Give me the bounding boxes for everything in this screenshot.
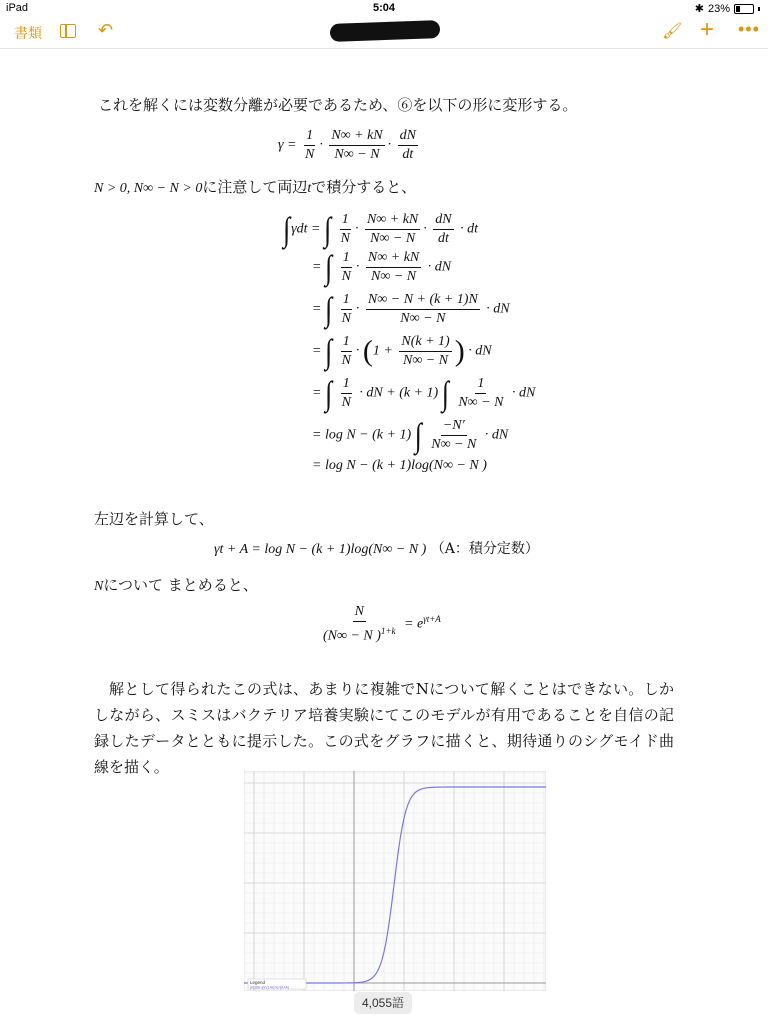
word-count-badge[interactable]: 4,055語 xyxy=(354,992,412,1014)
document-page[interactable] xyxy=(0,48,768,1024)
sidebar-icon[interactable] xyxy=(60,24,76,38)
derivation-line-3: = ∫ $\frac{1}{N}$ · $\frac{N\infty - N + (k + 1)N}{N\infty - N}$ · dN xyxy=(312,290,510,328)
derivation-line-4: = ∫ $\frac{1}{N}$ · (1 + $\frac{N(k + 1)}{N\infty - N}$ ) · dN xyxy=(312,332,492,370)
battery-percent: 23% xyxy=(707,2,730,15)
more-icon[interactable]: ••• xyxy=(738,19,760,39)
equation-sigmoid: $\frac{N}{(N\infty - N )^{1+k}}$ = $e^{\gamma t+A}$ xyxy=(323,604,441,644)
eq1-frac1: $\frac{1}{N}$ xyxy=(304,128,315,162)
eq1-lhs: γ = xyxy=(278,137,297,153)
equation-gamma: γ = $\frac{1}{N}$ · $\frac{N\infty + kN}{N\infty - N}$ · $\frac{dN}{dt}$ xyxy=(278,128,416,162)
conclusion-paragraph: 解として得られたこの式は、あまりに複雑でNについて解くことはできない。しかしながら、スミスはバクテリア培養実験にてこのモデルが有用であることを自信の記録したデータとともに提示した。この式をグラフに描くと、期待通りのシグモイド曲線を描く。 xyxy=(94,680,674,776)
eq1-frac3: $\frac{dN}{dt}$ xyxy=(399,128,416,162)
sigmoid-graph[interactable] xyxy=(244,771,546,991)
legend-title: Legend xyxy=(250,980,266,985)
plus-icon[interactable]: + xyxy=(700,16,715,43)
battery-icon xyxy=(734,4,754,14)
sigmoid-graph-svg xyxy=(244,771,546,991)
condition-math: N > 0, N∞ − N > 0 xyxy=(94,181,203,196)
document-title-redacted xyxy=(330,20,441,42)
documents-button[interactable]: 書類 xyxy=(14,25,42,41)
derivation-line-7: = log N − (k + 1)log(N∞ − N ) xyxy=(312,458,487,473)
intro-text: これを解くには変数分離が必要であるため、⑥を以下の形に変形する。 xyxy=(98,96,578,114)
condition-line: N > 0, N∞ − N > 0に注意して両辺tで積分すると、 xyxy=(94,178,417,196)
derivation-line-6: = log N − (k + 1) ∫ $\frac{-N'}{N\infty - N}$ · dN xyxy=(312,416,509,454)
derivation-line-2: = ∫ $\frac{1}{N}$ · $\frac{N\infty + kN}{N\infty - N}$ · dN xyxy=(312,248,452,286)
legend-entry: y/(300−y)^(1+k)=e^(rt+A) xyxy=(250,985,289,990)
derivation-line-1: ∫γdt = ∫ $\frac{1}{N}$ · $\frac{N\infty + kN}{N\infty - N}$ · $\frac{dN}{dt}$ · dt xyxy=(283,210,479,248)
left-side-text: 左辺を計算して、 xyxy=(94,510,214,528)
brush-icon[interactable]: 🖌︎ xyxy=(662,23,683,40)
derivation-line-5: = ∫ $\frac{1}{N}$ · dN + (k + 1) ∫ $\frac{1}{N\infty - N}$ · dN xyxy=(312,374,536,412)
status-bar xyxy=(0,0,768,16)
clock: 5:04 xyxy=(372,2,396,14)
equation-general-solution: γt + A = log N − (k + 1)log(N∞ − N ) （A：積分定数） xyxy=(214,541,539,557)
bluetooth-icon: ✱ xyxy=(694,3,704,15)
collect-line: Nについて まとめると、 xyxy=(94,576,258,594)
toolbar xyxy=(0,16,768,49)
device-label: iPad xyxy=(6,2,29,14)
battery-area xyxy=(695,2,760,15)
eq1-frac2: $\frac{N\infty + kN}{N\infty - N}$ xyxy=(331,128,383,162)
undo-icon[interactable]: ↶ xyxy=(98,20,114,40)
